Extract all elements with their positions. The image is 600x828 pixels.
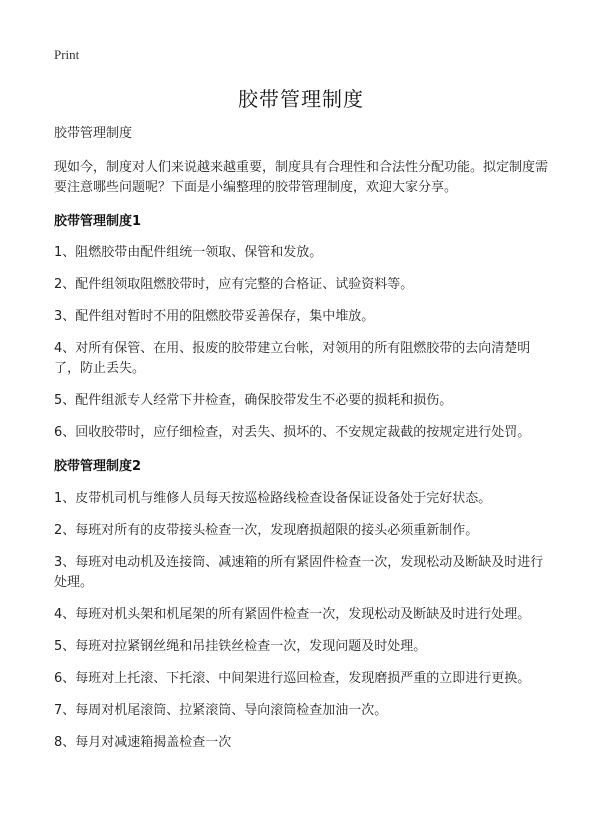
section-heading: 胶带管理制度2 — [54, 459, 142, 474]
section-heading: 胶带管理制度1 — [54, 214, 142, 229]
list-item: 4、对所有保管、在用、报废的胶带建立台帐，对领用的所有阻燃胶带的去向清楚明了，防止丢失。 — [54, 341, 531, 376]
list-item: 5、配件组派专人经常下井检查，确保胶带发生不必要的损耗和损伤。 — [54, 393, 453, 408]
list-item: 7、每周对机尾滚筒、拉紧滚筒、导向滚筒检查加油一次。 — [54, 703, 388, 718]
list-item: 2、配件组领取阻燃胶带时，应有完整的合格证、试验资料等。 — [54, 277, 414, 292]
list-item: 8、每月对减速箱揭盖检查一次 — [54, 735, 232, 750]
document-subtitle: 胶带管理制度 — [54, 126, 133, 141]
list-item: 6、回收胶带时，应仔细检查，对丢失、损坏的、不安规定裁截的按规定进行处罚。 — [54, 425, 531, 440]
list-item: 1、阻燃胶带由配件组统一领取、保管和发放。 — [54, 245, 323, 260]
list-item: 3、配件组对暂时不用的阻燃胶带妥善保存，集中堆放。 — [54, 309, 375, 324]
list-item: 1、皮带机司机与维修人员每天按巡检路线检查设备保证设备处于完好状态。 — [54, 491, 492, 506]
list-item: 3、每班对电动机及连接筒、减速箱的所有紧固件检查一次，发现松动及断缺及时进行处理。 — [54, 555, 544, 590]
list-item: 5、每班对拉紧钢丝绳和吊挂铁丝检查一次，发现问题及时处理。 — [54, 639, 427, 654]
print-link[interactable]: Print — [54, 47, 80, 62]
section-1 — [54, 212, 548, 443]
list-item: 6、每班对上托滚、下托滚、中间架进行巡回检查，发现磨损严重的立即进行更换。 — [54, 671, 531, 686]
intro-paragraph: 现如今，制度对人们来说越来越重要，制度具有合理性和合法性分配功能。拟定制度需要注意哪些问题呢？下面是小编整理的胶带管理制度，欢迎大家分享。 — [54, 160, 549, 195]
list-item: 4、每班对机头架和机尾架的所有紧固件检查一次，发现松动及断缺及时进行处理。 — [54, 607, 531, 622]
section-2 — [54, 457, 548, 753]
page-title: 胶带管理制度 — [238, 87, 364, 111]
list-item: 2、每班对所有的皮带接头检查一次，发现磨损超限的接头必须重新制作。 — [54, 523, 479, 538]
